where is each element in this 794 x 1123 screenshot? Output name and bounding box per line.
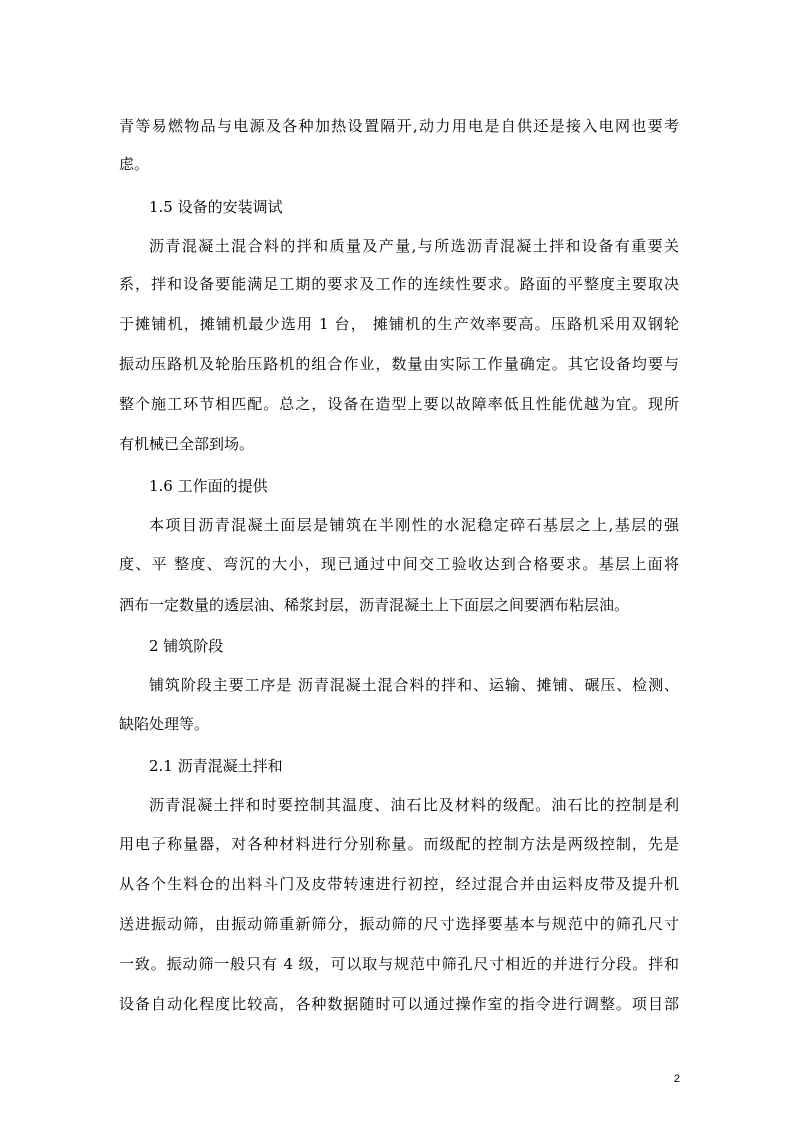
paragraph-line: 有机械已全部到场。 [119,435,255,453]
section-heading: 2 铺筑阶段 [149,637,224,655]
paragraph-line: 系，拌和设备要能满足工期的要求及工作的连续性要求。路面的平整度主要取决 [119,275,679,293]
paragraph-line: 振动压路机及轮胎压路机的组合作业，数量由实际工作量确定。其它设备均要与 [119,355,679,373]
paragraph-line: 铺筑阶段主要工序是 沥青混凝土混合料的拌和、运输、摊铺、碾压、检测、 [149,676,679,694]
paragraph-line: 用电子称量器，对各种材料进行分别称量。而级配的控制方法是两级控制，先是 [119,835,679,853]
paragraph-line: 设备自动化程度比较高，各种数据随时可以通过操作室的指令进行调整。项目部 [119,995,679,1013]
paragraph-line: 虑。 [119,155,150,173]
paragraph-line: 洒布一定数量的透层油、稀浆封层，沥青混凝土上下面层之间要洒布粘层油。 [119,596,630,614]
paragraph-line: 从各个生料仓的出料斗门及皮带转速进行初控，经过混合并由运料皮带及提升机 [119,875,679,893]
paragraph-line: 沥青混凝土混合料的拌和质量及产量,与所选沥青混凝土拌和设备有重要关 [149,237,679,255]
paragraph-line: 本项目沥青混凝土面层是铺筑在半刚性的水泥稳定碎石基层之上,基层的强 [149,516,679,534]
section-heading: 1.6 工作面的提供 [149,477,268,495]
page-number: 2 [673,1073,680,1085]
paragraph-line: 送进振动筛，由振动筛重新筛分，振动筛的尺寸选择要基本与规范中的筛孔尺寸 [119,915,679,933]
paragraph-line: 沥青混凝土拌和时要控制其温度、油石比及材料的级配。油石比的控制是利 [149,796,679,814]
paragraph-line: 青等易燃物品与电源及各种加热设置隔开,动力用电是自供还是接入电网也要考 [119,117,679,135]
section-heading: 2.1 沥青混凝土拌和 [149,757,283,775]
paragraph-line: 于摊铺机，摊铺机最少选用 1 台， 摊铺机的生产效率要高。压路机采用双钢轮 [119,315,679,333]
paragraph-line: 整个施工环节相匹配。总之，设备在造型上要以故障率低且性能优越为宜。现所 [119,395,679,413]
paragraph-line: 缺陷处理等。 [119,715,210,733]
paragraph-line: 一致。振动筛一般只有 4 级，可以取与规范中筛孔尺寸相近的并进行分段。拌和 [119,955,679,973]
paragraph-line: 度、平 整度、弯沉的大小，现已通过中间交工验收达到合格要求。基层上面将 [119,555,679,573]
section-heading: 1.5 设备的安装调试 [149,198,283,216]
